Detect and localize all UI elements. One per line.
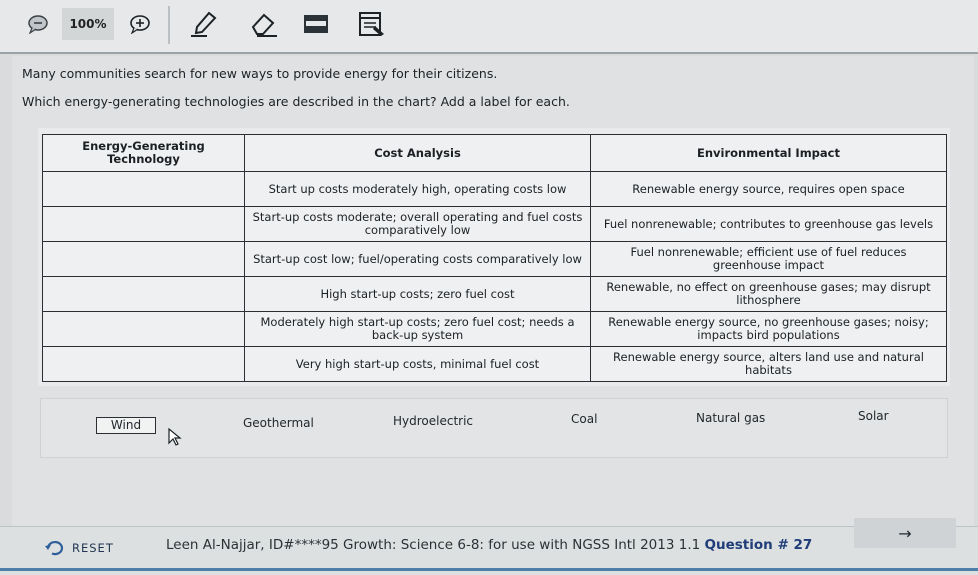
technology-drop-zone[interactable]: [43, 172, 245, 207]
zoom-out-icon: [26, 14, 50, 34]
table-row: [43, 242, 947, 277]
technology-drop-zone[interactable]: [43, 347, 245, 382]
label-coal[interactable]: Coal: [571, 412, 598, 426]
label-wind[interactable]: Wind: [96, 417, 156, 434]
technology-drop-zone[interactable]: [43, 312, 245, 347]
table-row: [43, 172, 947, 207]
line-reader-button[interactable]: [296, 8, 336, 40]
table-row: [43, 207, 947, 242]
technology-drop-zone[interactable]: [43, 207, 245, 242]
reset-label: RESET: [72, 541, 114, 555]
cost-cell: Start up costs moderately high, operating costs low: [245, 172, 591, 207]
table-row: [43, 347, 947, 382]
cost-cell: Start-up cost low; fuel/operating costs comparatively low: [245, 242, 591, 277]
toolbar: [0, 0, 978, 54]
impact-cell: Fuel nonrenewable; contributes to greenhouse gas levels: [591, 207, 947, 242]
label-hydroelectric[interactable]: Hydroelectric: [393, 414, 474, 428]
zoom-out-button[interactable]: [18, 8, 58, 40]
energy-chart-table: [42, 134, 947, 382]
footer-info: [166, 537, 812, 553]
table-row: [43, 312, 947, 347]
label-natural-gas[interactable]: Natural gas: [696, 411, 766, 425]
cost-cell: Moderately high start-up costs; zero fuel cost; needs a back-up system: [245, 312, 591, 347]
technology-drop-zone[interactable]: [43, 277, 245, 312]
zoom-in-button[interactable]: [118, 8, 162, 40]
prompt-question: Which energy-generating technologies are described in the chart? Add a label for each.: [22, 94, 570, 109]
eraser-button[interactable]: [238, 8, 288, 40]
table-header-row: [43, 135, 947, 172]
impact-cell: Fuel nonrenewable; efficient use of fuel reduces greenhouse impact: [591, 242, 947, 277]
technology-drop-zone[interactable]: [43, 242, 245, 277]
line-reader-icon: [302, 12, 330, 36]
impact-cell: Renewable, no effect on greenhouse gases; may disrupt lithosphere: [591, 277, 947, 312]
notepad-icon: [357, 10, 387, 38]
label-geothermal[interactable]: Geothermal: [243, 416, 314, 430]
impact-cell: Renewable energy source, requires open space: [591, 172, 947, 207]
reset-icon: [44, 540, 66, 556]
question-number: Question # 27: [704, 537, 813, 553]
header-cost-analysis: Cost Analysis: [245, 135, 591, 172]
pen-icon: [187, 10, 223, 38]
table-row: [43, 277, 947, 312]
pen-button[interactable]: [180, 8, 230, 40]
bottom-accent-line: [0, 568, 978, 571]
next-button[interactable]: [854, 518, 956, 548]
cost-cell: High start-up costs; zero fuel cost: [245, 277, 591, 312]
notepad-button[interactable]: [350, 8, 394, 40]
label-solar[interactable]: Solar: [858, 409, 889, 423]
eraser-icon: [245, 10, 281, 38]
header-technology: Energy-Generating Technology: [43, 135, 245, 172]
cost-cell: Very high start-up costs, minimal fuel cost: [245, 347, 591, 382]
arrow-right-icon: →: [898, 523, 912, 543]
mouse-pointer-icon: [168, 428, 182, 450]
zoom-level: 100%: [62, 8, 114, 40]
reset-button[interactable]: [44, 540, 114, 556]
header-environmental-impact: Environmental Impact: [591, 135, 947, 172]
impact-cell: Renewable energy source, alters land use and natural habitats: [591, 347, 947, 382]
cost-cell: Start-up costs moderate; overall operating and fuel costs comparatively low: [245, 207, 591, 242]
toolbar-divider: [168, 6, 170, 44]
zoom-in-icon: [128, 14, 152, 34]
student-info: Leen Al-Najjar, ID#****95 Growth: Science 6-8: for use with NGSS Intl 2013 1.1: [166, 537, 701, 553]
impact-cell: Renewable energy source, no greenhouse gases; noisy; impacts bird populations: [591, 312, 947, 347]
prompt-intro: Many communities search for new ways to provide energy for their citizens.: [22, 66, 498, 81]
